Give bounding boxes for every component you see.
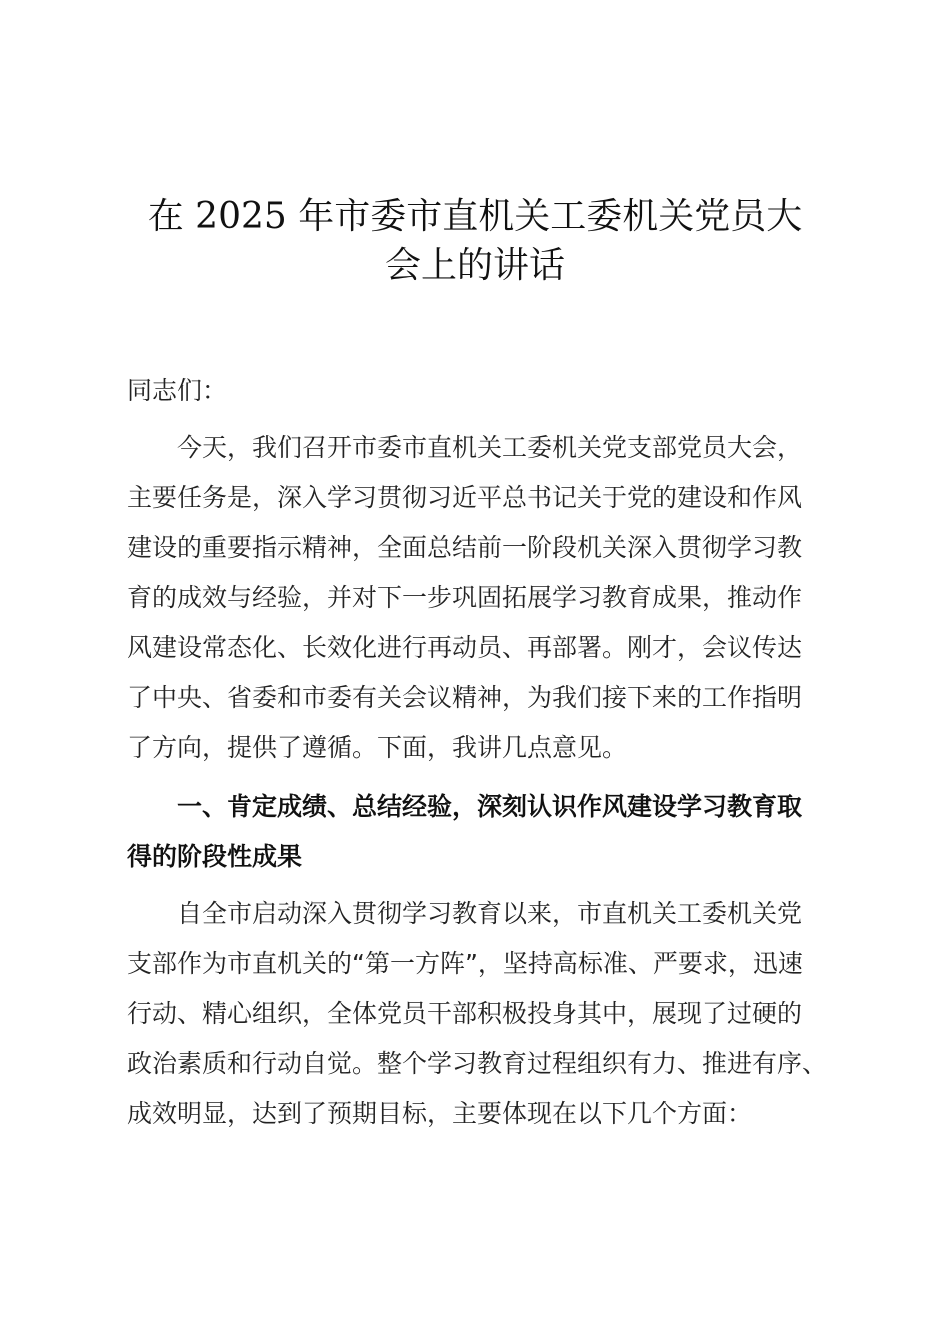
paragraph-1-line-6: 了中央、省委和市委有关会议精神，为我们接下来的工作指明 [127, 683, 803, 712]
paragraph-1-line-2: 主要任务是，深入学习贯彻习近平总书记关于党的建设和作风 [127, 483, 803, 512]
paragraph-2-line-2: 支部作为市直机关的“第一方阵”，坚持高标准、严要求，迅速 [127, 949, 803, 978]
paragraph-1-line-7: 了方向，提供了遵循。下面，我讲几点意见。 [127, 733, 628, 762]
paragraph-1-line-5: 风建设常态化、长效化进行再动员、再部署。刚才，会议传达 [127, 633, 803, 662]
paragraph-2-line-3: 行动、精心组织，全体党员干部积极投身其中，展现了过硬的 [127, 999, 803, 1028]
salutation: 同志们： [127, 376, 228, 405]
title-line-2: 会上的讲话 [384, 244, 565, 286]
paragraph-2-line-4: 政治素质和行动自觉。整个学习教育过程组织有力、推进有序、 [127, 1049, 828, 1078]
paragraph-2-line-5: 成效明显，达到了预期目标，主要体现在以下几个方面： [127, 1099, 753, 1128]
paragraph-2-line-1: 自全市启动深入贯彻学习教育以来，市直机关工委机关党 [177, 899, 803, 928]
section-heading-1-line-1: 一、肯定成绩、总结经验，深刻认识作风建设学习教育取 [177, 792, 803, 821]
section-heading-1-line-2: 得的阶段性成果 [127, 842, 303, 871]
document-title [120, 193, 830, 290]
paragraph-1-line-3: 建设的重要指示精神，全面总结前一阶段机关深入贯彻学习教 [127, 533, 803, 562]
title-line-1: 在 2025 年市委市直机关工委机关党员大 [147, 196, 803, 237]
paragraph-1-line-1: 今天，我们召开市委市直机关工委机关党支部党员大会， [177, 433, 803, 462]
paragraph-1-line-4: 育的成效与经验，并对下一步巩固拓展学习教育成果，推动作 [127, 583, 803, 612]
